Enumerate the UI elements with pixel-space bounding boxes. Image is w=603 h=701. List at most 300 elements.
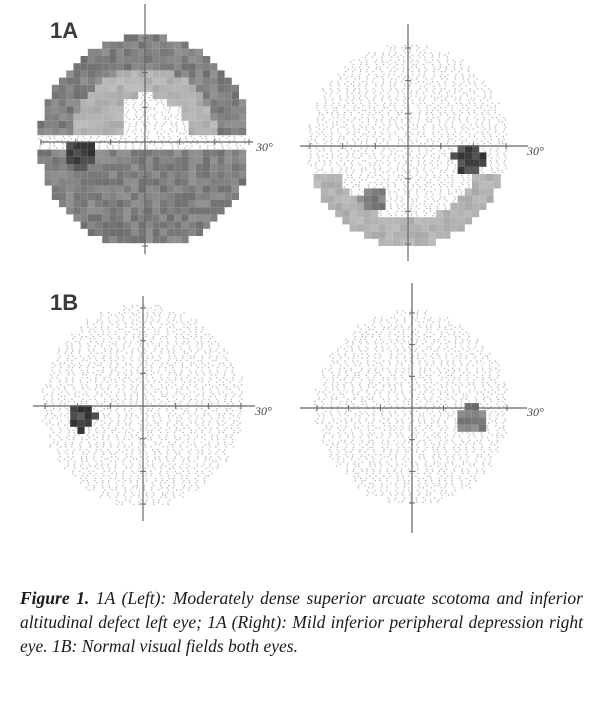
field-cell-normal: [148, 381, 149, 382]
field-cell-normal: [181, 348, 182, 349]
field-cell-normal: [125, 453, 126, 454]
field-cell-defect: [217, 99, 224, 106]
field-cell-normal: [439, 124, 440, 125]
field-cell-normal: [143, 124, 144, 125]
field-cell-normal: [90, 446, 91, 447]
field-cell-normal: [427, 110, 428, 111]
field-cell-normal: [217, 389, 218, 390]
field-cell-normal: [463, 179, 464, 180]
field-cell-normal: [324, 98, 325, 99]
field-cell-normal: [439, 327, 440, 328]
field-cell-normal: [81, 442, 82, 443]
field-cell-defect: [378, 217, 385, 224]
field-cell-normal: [58, 422, 59, 423]
field-cell-defect: [181, 92, 188, 99]
field-cell-normal: [59, 432, 60, 433]
field-cell-normal: [154, 114, 155, 115]
field-cell-normal: [332, 382, 333, 383]
field-cell-normal: [369, 379, 370, 380]
field-cell-normal: [397, 95, 398, 96]
field-cell-defect: [225, 114, 232, 121]
field-cell-normal: [179, 403, 180, 404]
field-cell-normal: [491, 162, 492, 163]
field-cell-defect: [59, 99, 66, 106]
field-cell-normal: [497, 162, 498, 163]
field-cell-normal: [81, 475, 82, 476]
field-cell-normal: [102, 487, 103, 488]
field-cell-defect: [174, 56, 181, 63]
field-cell-defect: [472, 196, 479, 203]
field-cell-normal: [122, 451, 123, 452]
field-cell-normal: [163, 138, 164, 139]
field-cell-defect: [124, 171, 131, 178]
field-cell-normal: [401, 343, 402, 344]
field-cell-normal: [482, 384, 483, 385]
field-cell-normal: [375, 391, 376, 392]
field-cell-normal: [155, 444, 156, 445]
field-cell-normal: [388, 126, 389, 127]
field-cell-normal: [431, 365, 432, 366]
field-cell-normal: [402, 372, 403, 373]
field-cell-normal: [57, 435, 58, 436]
field-cell-defect: [77, 412, 84, 419]
field-cell-normal: [391, 150, 392, 151]
field-cell-normal: [123, 403, 124, 404]
field-cell-normal: [166, 329, 167, 330]
field-cell-normal: [489, 88, 490, 89]
field-cell-normal: [459, 324, 460, 325]
field-cell-normal: [169, 444, 170, 445]
field-cell-defect: [88, 142, 95, 149]
field-cell-defect: [117, 114, 124, 121]
field-cell-normal: [150, 384, 151, 385]
field-cell-normal: [146, 126, 147, 127]
field-cell-normal: [181, 475, 182, 476]
field-cell-normal: [197, 466, 198, 467]
field-cell-defect: [117, 178, 124, 185]
field-cell-defect: [145, 214, 152, 221]
field-cell-normal: [387, 129, 388, 130]
field-cell-defect: [52, 171, 59, 178]
field-cell-normal: [233, 415, 234, 416]
field-cell-normal: [397, 319, 398, 320]
field-cell-normal: [390, 350, 391, 351]
field-cell-normal: [461, 346, 462, 347]
field-cell-normal: [139, 463, 140, 464]
field-cell-normal: [402, 64, 403, 65]
field-cell-defect: [196, 214, 203, 221]
field-cell-normal: [169, 365, 170, 366]
field-cell-normal: [359, 332, 360, 333]
field-cell-normal: [425, 184, 426, 185]
field-cell-normal: [132, 367, 133, 368]
field-cell-normal: [483, 379, 484, 380]
field-cell-normal: [158, 370, 159, 371]
field-cell-normal: [397, 350, 398, 351]
field-cell-normal: [131, 389, 132, 390]
field-cell-normal: [475, 134, 476, 135]
field-cell-normal: [81, 384, 82, 385]
field-cell-normal: [473, 129, 474, 130]
field-cell-normal: [433, 363, 434, 364]
field-cell-normal: [136, 111, 137, 112]
field-cell-normal: [373, 88, 374, 89]
field-cell-normal: [388, 93, 389, 94]
field-cell-normal: [467, 182, 468, 183]
field-cell-normal: [204, 439, 205, 440]
field-cell-normal: [95, 473, 96, 474]
field-cell-normal: [158, 502, 159, 503]
field-cell-normal: [426, 213, 427, 214]
field-cell-normal: [215, 341, 216, 342]
field-cell-normal: [485, 95, 486, 96]
field-cell-normal: [84, 138, 85, 139]
field-cell-normal: [351, 121, 352, 122]
field-cell-normal: [373, 107, 374, 108]
field-cell-normal: [437, 167, 438, 168]
field-cell-normal: [398, 57, 399, 58]
field-cell-normal: [167, 399, 168, 400]
field-cell-normal: [426, 148, 427, 149]
field-cell-defect: [109, 150, 116, 157]
field-cell-normal: [426, 327, 427, 328]
field-cell-defect: [160, 157, 167, 164]
field-cell-normal: [138, 437, 139, 438]
field-cell-normal: [89, 489, 90, 490]
field-cell-normal: [359, 76, 360, 77]
field-cell-normal: [402, 129, 403, 130]
field-cell-normal: [369, 329, 370, 330]
field-cell-defect: [52, 92, 59, 99]
field-cell-normal: [73, 365, 74, 366]
field-cell-normal: [191, 336, 192, 337]
field-cell-normal: [340, 98, 341, 99]
field-cell-defect: [95, 150, 102, 157]
field-cell-normal: [459, 134, 460, 135]
field-cell-normal: [339, 76, 340, 77]
field-cell-normal: [432, 353, 433, 354]
field-cell-normal: [366, 341, 367, 342]
field-cell-normal: [468, 81, 469, 82]
field-cell-normal: [198, 415, 199, 416]
field-cell-normal: [130, 422, 131, 423]
field-cell-normal: [240, 410, 241, 411]
field-cell-normal: [154, 442, 155, 443]
field-cell-normal: [208, 341, 209, 342]
field-cell-normal: [115, 386, 116, 387]
field-cell-normal: [182, 322, 183, 323]
field-cell-normal: [324, 172, 325, 173]
field-cell-normal: [42, 389, 43, 390]
field-cell-normal: [100, 336, 101, 337]
field-cell-normal: [466, 139, 467, 140]
field-cell-normal: [439, 358, 440, 359]
field-cell-normal: [495, 382, 496, 383]
field-cell-normal: [344, 379, 345, 380]
field-cell-normal: [66, 381, 67, 382]
field-cell-normal: [153, 502, 154, 503]
field-cell-normal: [324, 139, 325, 140]
field-cell-defect: [81, 222, 88, 229]
field-cell-normal: [353, 170, 354, 171]
field-cell-normal: [86, 394, 87, 395]
field-cell-normal: [461, 131, 462, 132]
field-cell-normal: [125, 435, 126, 436]
field-cell-normal: [176, 343, 177, 344]
field-cell-normal: [155, 348, 156, 349]
field-cell-normal: [125, 497, 126, 498]
field-cell-normal: [173, 415, 174, 416]
field-cell-normal: [398, 93, 399, 94]
field-cell-normal: [368, 184, 369, 185]
field-cell-normal: [186, 463, 187, 464]
field-cell-normal: [232, 377, 233, 378]
field-cell-normal: [482, 346, 483, 347]
field-cell-defect: [167, 200, 174, 207]
field-cell-normal: [416, 155, 417, 156]
field-cell-normal: [441, 360, 442, 361]
field-cell-normal: [397, 126, 398, 127]
field-cell-normal: [89, 437, 90, 438]
field-cell-normal: [188, 334, 189, 335]
field-cell-normal: [424, 317, 425, 318]
field-cell-normal: [405, 160, 406, 161]
field-cell-normal: [423, 134, 424, 135]
field-cell-defect: [88, 99, 95, 106]
field-cell-normal: [125, 121, 126, 122]
field-cell-normal: [330, 162, 331, 163]
field-cell-normal: [74, 336, 75, 337]
field-cell-normal: [447, 157, 448, 158]
field-cell-normal: [404, 184, 405, 185]
field-cell-defect: [314, 181, 321, 188]
field-cell-normal: [124, 312, 125, 313]
field-cell-normal: [118, 492, 119, 493]
field-cell-defect: [232, 99, 239, 106]
field-cell-normal: [115, 381, 116, 382]
field-cell-defect: [131, 178, 138, 185]
field-cell-normal: [420, 327, 421, 328]
field-cell-defect: [102, 207, 109, 214]
field-cell-normal: [117, 365, 118, 366]
field-cell-normal: [410, 189, 411, 190]
field-cell-normal: [159, 367, 160, 368]
field-cell-normal: [148, 104, 149, 105]
field-cell-normal: [123, 381, 124, 382]
field-cell-normal: [332, 386, 333, 387]
field-cell-normal: [95, 461, 96, 462]
field-cell-normal: [389, 148, 390, 149]
field-cell-normal: [403, 368, 404, 369]
field-cell-normal: [148, 109, 149, 110]
field-cell-normal: [359, 78, 360, 79]
field-cell-defect: [203, 214, 210, 221]
field-cell-normal: [423, 162, 424, 163]
field-cell-normal: [417, 172, 418, 173]
field-cell-normal: [324, 95, 325, 96]
field-cell-normal: [188, 456, 189, 457]
field-cell-normal: [125, 331, 126, 332]
field-cell-normal: [53, 442, 54, 443]
field-cell-normal: [503, 117, 504, 118]
field-cell-normal: [143, 133, 144, 134]
field-cell-normal: [162, 363, 163, 364]
field-cell-normal: [152, 343, 153, 344]
field-cell-defect: [386, 217, 393, 224]
field-cell-normal: [426, 348, 427, 349]
field-cell-defect: [66, 121, 73, 128]
field-cell-normal: [145, 350, 146, 351]
field-cell-normal: [388, 157, 389, 158]
field-cell-defect: [102, 92, 109, 99]
field-cell-defect: [117, 78, 124, 85]
field-cell-normal: [210, 446, 211, 447]
field-cell-normal: [137, 384, 138, 385]
field-cell-normal: [181, 372, 182, 373]
field-cell-defect: [181, 70, 188, 77]
field-cell-normal: [176, 417, 177, 418]
field-cell-defect: [102, 128, 109, 135]
field-cell-normal: [116, 473, 117, 474]
field-cell-normal: [44, 396, 45, 397]
field-cell-normal: [166, 487, 167, 488]
field-cell-normal: [382, 177, 383, 178]
field-cell-normal: [360, 69, 361, 70]
field-cell-normal: [482, 126, 483, 127]
field-cell-normal: [94, 399, 95, 400]
field-cell-defect: [371, 196, 378, 203]
field-cell-normal: [167, 377, 168, 378]
field-cell-defect: [232, 121, 239, 128]
field-cell-normal: [375, 74, 376, 75]
field-cell-normal: [212, 461, 213, 462]
field-cell-normal: [360, 64, 361, 65]
field-cell-normal: [376, 69, 377, 70]
field-cell-normal: [463, 334, 464, 335]
field-cell-defect: [196, 70, 203, 77]
field-cell-normal: [369, 182, 370, 183]
field-cell-normal: [339, 368, 340, 369]
field-cell-normal: [348, 103, 349, 104]
field-cell-normal: [366, 375, 367, 376]
field-cell-normal: [394, 172, 395, 173]
field-cell-normal: [405, 191, 406, 192]
field-cell-normal: [172, 126, 173, 127]
field-cell-normal: [166, 345, 167, 346]
field-cell-defect: [167, 207, 174, 214]
field-cell-normal: [68, 456, 69, 457]
field-cell-normal: [158, 372, 159, 373]
field-cell-normal: [210, 377, 211, 378]
field-cell-normal: [125, 422, 126, 423]
field-cell-normal: [75, 475, 76, 476]
field-cell-defect: [153, 200, 160, 207]
field-cell-normal: [426, 336, 427, 337]
field-cell-normal: [427, 141, 428, 142]
field-cell-defect: [429, 239, 436, 246]
field-cell-defect: [124, 63, 131, 70]
field-cell-normal: [52, 377, 53, 378]
field-cell-normal: [416, 201, 417, 202]
field-cell-defect: [153, 78, 160, 85]
field-cell-normal: [165, 494, 166, 495]
field-cell-normal: [108, 312, 109, 313]
field-cell-normal: [157, 111, 158, 112]
field-cell-defect: [153, 63, 160, 70]
field-cell-defect: [109, 193, 116, 200]
field-cell-normal: [217, 422, 218, 423]
field-cell-defect: [364, 224, 371, 231]
field-cell-normal: [64, 399, 65, 400]
field-cell-normal: [107, 329, 108, 330]
field-cell-normal: [411, 95, 412, 96]
field-cell-normal: [146, 129, 147, 130]
field-cell-normal: [369, 105, 370, 106]
field-cell-normal: [82, 331, 83, 332]
field-cell-normal: [68, 439, 69, 440]
field-cell-normal: [224, 401, 225, 402]
field-cell-normal: [96, 463, 97, 464]
field-cell-normal: [384, 179, 385, 180]
field-cell-normal: [460, 110, 461, 111]
field-cell-normal: [241, 391, 242, 392]
field-cell-normal: [79, 391, 80, 392]
field-cell-normal: [132, 487, 133, 488]
field-cell-normal: [160, 468, 161, 469]
field-cell-normal: [72, 348, 73, 349]
field-cell-normal: [130, 480, 131, 481]
field-cell-normal: [445, 110, 446, 111]
field-cell-defect: [160, 164, 167, 171]
field-cell-normal: [201, 403, 202, 404]
field-cell-normal: [433, 76, 434, 77]
field-cell-normal: [188, 341, 189, 342]
field-cell-normal: [191, 365, 192, 366]
field-cell-normal: [81, 401, 82, 402]
field-cell-normal: [181, 314, 182, 315]
field-cell-normal: [130, 502, 131, 503]
field-cell-normal: [468, 334, 469, 335]
field-cell-normal: [194, 377, 195, 378]
field-cell-defect: [167, 186, 174, 193]
field-cell-normal: [354, 134, 355, 135]
field-cell-defect: [400, 239, 407, 246]
field-cell-normal: [176, 338, 177, 339]
field-cell-normal: [470, 90, 471, 91]
field-cell-normal: [437, 98, 438, 99]
field-cell-normal: [430, 105, 431, 106]
field-cell-defect: [328, 188, 335, 195]
field-cell-defect: [232, 128, 239, 135]
field-cell-normal: [132, 442, 133, 443]
field-cell-normal: [189, 453, 190, 454]
field-cell-defect: [73, 157, 80, 164]
field-cell-normal: [331, 131, 332, 132]
field-cell-normal: [437, 81, 438, 82]
field-cell-normal: [310, 157, 311, 158]
field-cell-normal: [133, 473, 134, 474]
field-cell-normal: [68, 435, 69, 436]
field-cell-normal: [432, 143, 433, 144]
field-cell-normal: [402, 198, 403, 199]
field-cell-normal: [439, 62, 440, 63]
field-cell-normal: [458, 186, 459, 187]
field-cell-normal: [411, 117, 412, 118]
field-cell-normal: [474, 389, 475, 390]
field-cell-normal: [376, 372, 377, 373]
field-cell-defect: [443, 210, 450, 217]
field-cell-normal: [426, 341, 427, 342]
